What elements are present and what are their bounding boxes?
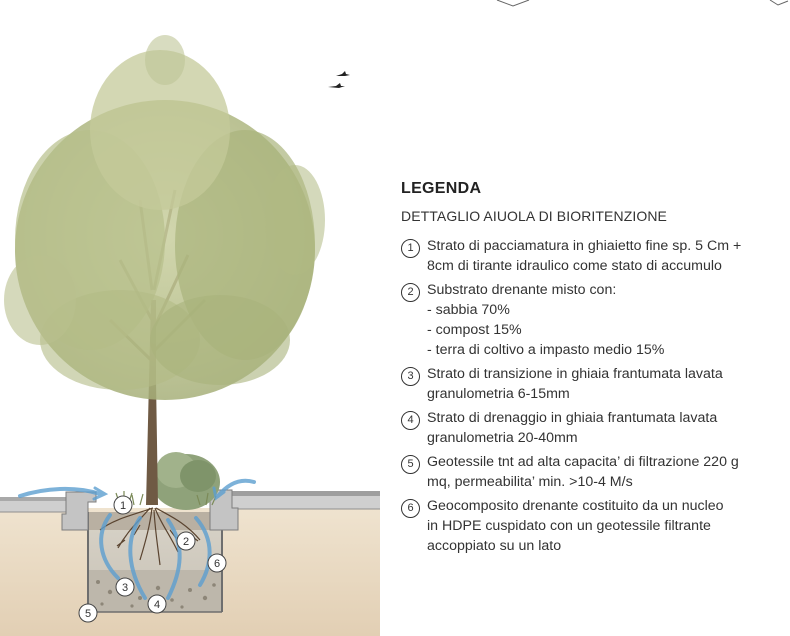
svg-text:4: 4 bbox=[153, 599, 161, 611]
bioretention-section-illustration bbox=[0, 0, 380, 636]
legend-item-text bbox=[427, 452, 739, 492]
marker-4 bbox=[148, 595, 166, 613]
svg-text:5: 5 bbox=[84, 608, 92, 620]
marker-6 bbox=[208, 554, 226, 572]
legend-item bbox=[401, 496, 790, 556]
svg-text:1: 1 bbox=[119, 500, 127, 512]
legend-item-number: 1 bbox=[401, 239, 420, 258]
legend-item-text bbox=[427, 280, 664, 360]
birds bbox=[328, 71, 350, 88]
marker-2 bbox=[177, 532, 195, 550]
svg-text:6: 6 bbox=[213, 558, 221, 570]
marker-3 bbox=[116, 578, 134, 596]
legend-item bbox=[401, 280, 790, 360]
legend-item-line: Geocomposito drenante costituito da un nucleo bbox=[427, 498, 724, 514]
legend-item-line: Strato di drenaggio in ghiaia frantumata lavata bbox=[427, 410, 718, 426]
svg-text:3: 3 bbox=[121, 582, 129, 594]
legend-item-line: Geotessile tnt ad alta capacita’ di filtrazione 220 g bbox=[427, 454, 739, 470]
marker-5 bbox=[79, 604, 97, 622]
legend-item-number: 4 bbox=[401, 411, 420, 430]
cropped-shape-top bbox=[495, 0, 535, 10]
legend-item-number: 5 bbox=[401, 455, 420, 474]
legend-item-line: Strato di transizione in ghiaia frantumata lavata bbox=[427, 366, 723, 382]
legend-item-line: - sabbia 70% bbox=[427, 302, 510, 318]
legend-item-line: - compost 15% bbox=[427, 322, 522, 338]
legend-item-number: 3 bbox=[401, 367, 420, 386]
legend-subtitle: DETTAGLIO AIUOLA DI BIORITENZIONE bbox=[401, 208, 667, 224]
legend-item-text bbox=[427, 496, 724, 556]
legend-items bbox=[401, 236, 790, 556]
legend-item-text bbox=[427, 364, 723, 404]
legend-item-line: - terra di coltivo a impasto medio 15% bbox=[427, 342, 665, 358]
cropped-shape-top-right bbox=[768, 0, 790, 10]
legend-item bbox=[401, 236, 790, 276]
svg-text:2: 2 bbox=[182, 536, 190, 548]
marker-1 bbox=[114, 496, 132, 514]
legend-item-line: Substrato drenante misto con: bbox=[427, 282, 617, 298]
legend-item-line: accoppiato su un lato bbox=[427, 538, 562, 554]
legend-title: LEGENDA bbox=[401, 180, 482, 197]
legend-item-line: Strato di pacciamatura in ghiaietto fine sp. 5 Cm + bbox=[427, 238, 742, 254]
legend-item-line: granulometria 20-40mm bbox=[427, 430, 578, 446]
legend bbox=[401, 180, 790, 560]
legend-item-number: 6 bbox=[401, 499, 420, 518]
legend-item-line: granulometria 6-15mm bbox=[427, 386, 570, 402]
legend-item-text bbox=[427, 236, 741, 276]
tree-crown bbox=[4, 35, 325, 400]
legend-item-text bbox=[427, 408, 717, 448]
legend-item bbox=[401, 408, 790, 448]
legend-item-number: 2 bbox=[401, 283, 420, 302]
shrub bbox=[152, 452, 220, 510]
legend-item-line: mq, permeabilita’ min. >10-4 M/s bbox=[427, 474, 633, 490]
legend-item-line: 8cm di tirante idraulico come stato di accumulo bbox=[427, 258, 722, 274]
legend-item-line: in HDPE cuspidato con un geotessile filtrante bbox=[427, 518, 711, 534]
legend-item bbox=[401, 452, 790, 492]
legend-item bbox=[401, 364, 790, 404]
